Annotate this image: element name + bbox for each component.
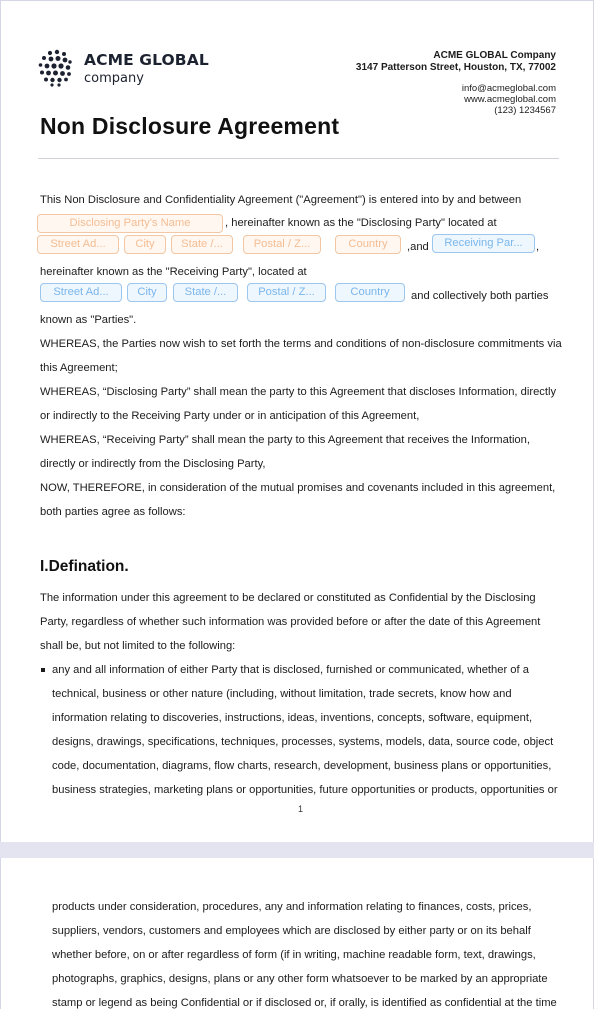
bullet-line: information relating to discoveries, instructions, ideas, inventions, concepts, software, equipment, [52,712,533,724]
title-divider [38,158,559,159]
disclosing-state-field[interactable]: State /... [171,235,233,254]
disclosing-city-field[interactable]: City [124,235,166,254]
whereas-1-line-2: this Agreement; [40,362,118,374]
receiving-city-field[interactable]: City [127,283,167,302]
page-2-line: stamp or legend as being Confidential or if disclosed or, if orally, is identified as confidential at the time [52,997,557,1009]
now-therefore-line-2: both parties agree as follows: [40,506,186,518]
section-1-para-line-1: The information under this agreement to be declared or constituted as Confidential by the Disclosing [40,592,536,604]
whereas-1-line-1: WHEREAS, the Parties now wish to set forth the terms and conditions of non-disclosure commitments via [40,338,562,350]
page-2-line: photographs, graphics, designs, plans or any other form whatsoever to be marked by an appropriate [52,973,548,985]
disclosing-country-field[interactable]: Country [335,235,401,254]
disclosing-party-label: , hereinafter known as the "Disclosing Party" located at [225,217,497,229]
receiving-street-field[interactable]: Street Ad... [40,283,122,302]
document-page-2 [0,858,594,1009]
page-2-line: suppliers, vendors, customers and employees which are disclosed by either party or on its behalf [52,925,531,937]
section-1-para-line-2: Party, regardless of whether such information was provided before or after the date of this Agreement [40,616,541,628]
page-2-line: products under consideration, procedures, any and information relating to finances, costs, prices, [52,901,532,913]
parties-text: known as "Parties". [40,314,137,326]
disclosing-postal-field[interactable]: Postal / Z... [243,235,321,254]
intro-text: This Non Disclosure and Confidentiality Agreement ("Agreement") is entered into by and between [40,194,522,206]
receiving-state-field[interactable]: State /... [173,283,238,302]
receiving-party-text: hereinafter known as the "Receiving Party", located at [40,266,307,278]
whereas-3-line-2: directly or indirectly from the Disclosing Party, [40,458,266,470]
company-email: info@acmeglobal.com [461,83,556,94]
bullet-line: business strategies, marketing plans or opportunities, future opportunities or products, opportunities or [52,784,558,796]
receiving-postal-field[interactable]: Postal / Z... [247,283,326,302]
whereas-2-line-2: or indirectly to the Receiving Party under or in anticipation of this Agreement, [40,410,420,422]
bullet-line: code, documentation, diagrams, flow charts, research, development, business plans or opportunities, [52,760,552,772]
company-phone: (123) 1234567 [494,105,556,116]
logo-company-subtitle: company [84,71,144,86]
company-website: www.acmeglobal.com [464,94,556,105]
disclosing-party-name-field[interactable]: Disclosing Party's Name [37,214,223,233]
whereas-2-line-1: WHEREAS, “Disclosing Party” shall mean the party to this Agreement that discloses Information, directly [40,386,557,398]
comma-text: , [536,241,540,253]
page-number: 1 [298,804,304,814]
page-2-line: whether before, on or after regardless of form (if in writing, machine readable form, text, drawings, [52,949,536,961]
section-1-para-line-3: shall be, but not limited to the following: [40,640,236,652]
bullet-marker-icon [41,668,45,672]
logo-company-name: ACME GLOBAL [84,51,209,69]
document-title: Non Disclosure Agreement [40,113,340,139]
acme-globe-logo-icon [37,49,75,87]
now-therefore-line-1: NOW, THEREFORE, in consideration of the mutual promises and covenants included in this agreement, [40,482,556,494]
bullet-line: designs, drawings, specifications, techniques, processes, systems, models, data, source code, object [52,736,554,748]
whereas-3-line-1: WHEREAS, “Receiving Party” shall mean the party to this Agreement that receives the Information, [40,434,530,446]
company-name: ACME GLOBAL Company [433,50,556,61]
company-address: 3147 Patterson Street, Houston, TX, 77002 [355,62,556,73]
bullet-line: any and all information of either Party that is disclosed, furnished or communicated, whether of a [52,664,529,676]
disclosing-street-field[interactable]: Street Ad... [37,235,119,254]
collectively-text: and collectively both parties [411,290,549,302]
receiving-party-name-field[interactable]: Receiving Par... [432,234,535,253]
receiving-country-field[interactable]: Country [335,283,405,302]
bullet-line: technical, business or other nature (including, without limitation, trade secrets, know how and [52,688,512,700]
section-1-heading: I.Defination. [40,558,129,575]
and-text: ,and [407,241,429,253]
